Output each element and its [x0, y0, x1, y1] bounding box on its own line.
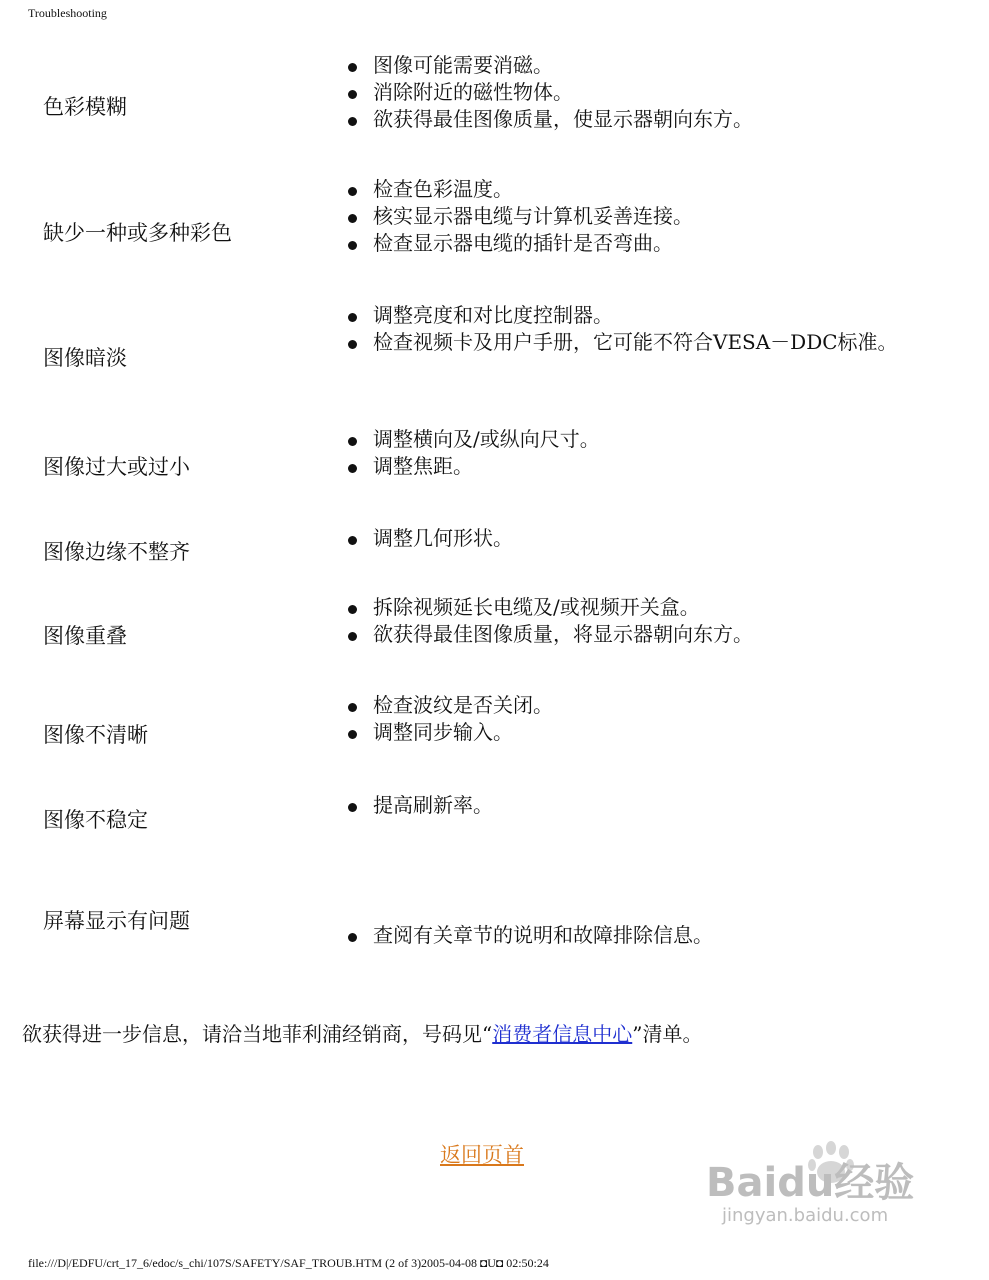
baidu-jingyan-watermark — [700, 1128, 940, 1228]
row-label: 图像重叠 — [43, 624, 127, 648]
bullet-icon — [348, 730, 357, 739]
list-item: 欲获得最佳图像质量，使显示器朝向东方。 — [346, 106, 926, 133]
page-footer: file:///D|/EDFU/crt_17_6/edoc/s_chi/107S/SAFETY/SAF_TROUB.HTM (2 of 3)2005-04-08 ◘U◘ 02:50:24 — [28, 1256, 549, 1270]
row-items — [346, 525, 926, 552]
info-suffix: ”清单。 — [632, 1022, 703, 1046]
info-prefix: 欲获得进一步信息，请洽当地菲利浦经销商，号码见“ — [22, 1022, 493, 1046]
row-label: 图像不稳定 — [43, 808, 148, 832]
bullet-icon — [348, 803, 357, 812]
bullet-icon — [348, 605, 357, 614]
page-header: Troubleshooting — [28, 6, 107, 20]
bullet-icon — [348, 241, 357, 250]
row-label: 图像暗淡 — [43, 346, 127, 370]
bullet-icon — [348, 214, 357, 223]
bullet-icon — [348, 437, 357, 446]
row-items — [346, 594, 926, 648]
row-items — [346, 302, 926, 356]
bullet-icon — [348, 536, 357, 545]
row-label: 屏幕显示有问题 — [43, 909, 190, 933]
list-item: 检查色彩温度。 — [346, 176, 926, 203]
list-item: 调整亮度和对比度控制器。 — [346, 302, 926, 329]
row-label: 色彩模糊 — [43, 95, 127, 119]
watermark-logo: Baidu经验 — [706, 1160, 915, 1206]
bullet-icon — [348, 117, 357, 126]
bullet-icon — [348, 632, 357, 641]
bullet-icon — [348, 313, 357, 322]
list-item: 检查显示器电缆的插针是否弯曲。 — [346, 230, 926, 257]
list-item: 调整同步输入。 — [346, 719, 926, 746]
list-item: 检查波纹是否关闭。 — [346, 692, 926, 719]
list-item: 调整几何形状。 — [346, 525, 926, 552]
list-item: 核实显示器电缆与计算机妥善连接。 — [346, 203, 926, 230]
row-label: 缺少一种或多种彩色 — [43, 221, 232, 245]
list-item: 提高刷新率。 — [346, 792, 926, 819]
list-item: 图像可能需要消磁。 — [346, 52, 926, 79]
list-item: 检查视频卡及用户手册，它可能不符合VESA－DDC标准。 — [346, 329, 926, 356]
row-items — [346, 426, 926, 480]
row-items — [346, 692, 926, 746]
row-items — [346, 176, 926, 257]
bullet-icon — [348, 90, 357, 99]
bullet-icon — [348, 933, 357, 942]
consumer-info-center-link[interactable]: 消费者信息中心 — [492, 1022, 633, 1046]
list-item: 消除附近的磁性物体。 — [346, 79, 926, 106]
row-items — [346, 922, 926, 949]
row-items — [346, 52, 926, 133]
row-items — [346, 792, 926, 819]
list-item: 拆除视频延长电缆及/或视频开关盒。 — [346, 594, 926, 621]
info-line — [22, 1020, 702, 1048]
list-item: 查阅有关章节的说明和故障排除信息。 — [346, 922, 926, 949]
bullet-icon — [348, 63, 357, 72]
bullet-icon — [348, 187, 357, 196]
row-label: 图像过大或过小 — [43, 455, 190, 479]
row-label: 图像不清晰 — [43, 723, 148, 747]
list-item: 调整焦距。 — [346, 453, 926, 480]
row-label: 图像边缘不整齐 — [43, 540, 190, 564]
back-to-top-link[interactable]: 返回页首 — [440, 1143, 524, 1167]
list-item: 调整横向及/或纵向尺寸。 — [346, 426, 926, 453]
list-item: 欲获得最佳图像质量，将显示器朝向东方。 — [346, 621, 926, 648]
bullet-icon — [348, 464, 357, 473]
bullet-icon — [348, 340, 357, 349]
bullet-icon — [348, 703, 357, 712]
watermark-url: jingyan.baidu.com — [722, 1205, 889, 1226]
